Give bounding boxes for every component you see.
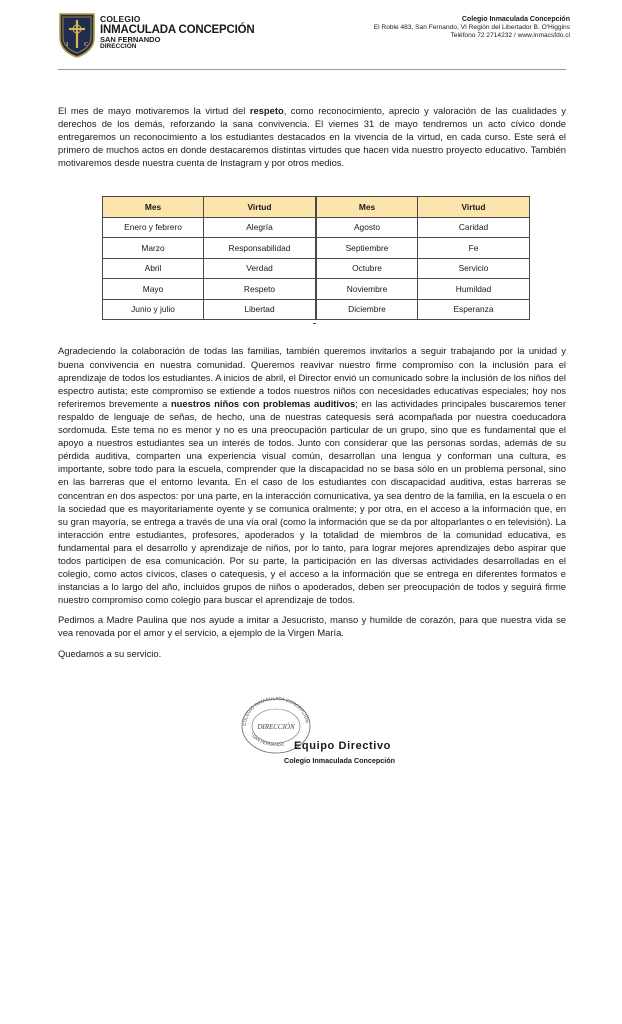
virtues-table-right	[316, 196, 530, 320]
paragraph2-bold: nuestros niños con problemas auditivos	[170, 397, 356, 409]
contact-address: El Roble 483, San Fernando, VI Región del Libertador B. O'Higgins	[373, 24, 570, 32]
table-row	[317, 258, 530, 279]
table-row	[317, 299, 530, 320]
cell-virtud: Esperanza	[418, 299, 530, 320]
header-mes: Mes	[103, 197, 204, 218]
contact-phone-web: Teléfono 72 2714232 / www.inmacsfdo.cl	[450, 32, 570, 40]
cell-mes: Octubre	[317, 258, 418, 279]
letter-body	[58, 104, 566, 660]
table-header-row	[317, 197, 530, 218]
header-virtud: Virtud	[204, 197, 316, 218]
header-virtud: Virtud	[418, 197, 530, 218]
signature-subtitle: Colegio Inmaculada Concepción	[284, 756, 396, 765]
table-row	[103, 299, 316, 320]
paragraph-inclusion	[58, 344, 566, 606]
cell-virtud: Verdad	[204, 258, 316, 279]
header-mes: Mes	[317, 197, 418, 218]
cell-virtud: Servicio	[418, 258, 530, 279]
cell-mes: Mayo	[103, 279, 204, 300]
table-row	[103, 279, 316, 300]
virtues-table-block	[58, 196, 566, 324]
table-row	[103, 258, 316, 279]
stamp-center-text: DIRECCIÓN	[257, 723, 295, 731]
paragraph1-text-b: , como reconocimiento, aprecio y valoración de las cualidades y derechos de los demás, reforzando la sana convivencia. El viernes 31 de mayo tendremos un acto cívico donde entregaremos un reconocimiento a los estudiantes destacados en la vivencia de la virtud, en cada curso. Este será el primero de muchos actos en donde destacaremos distintas virtudes que hacen vida nuestro proyecto educativo. También motivaremos desde nuestra cuenta de Instagram y por otros medios.	[58, 105, 566, 169]
cell-mes: Abril	[103, 258, 204, 279]
table-row	[317, 279, 530, 300]
cell-virtud: Caridad	[418, 217, 530, 238]
cell-virtud: Libertad	[204, 299, 316, 320]
cell-virtud: Alegría	[204, 217, 316, 238]
school-department: DIRECCIÓN	[100, 42, 137, 50]
school-name-line2: INMACULADA CONCEPCIÓN	[100, 23, 255, 36]
paragraph-respeto	[58, 104, 566, 169]
cell-mes: Agosto	[317, 217, 418, 238]
svg-text:C: C	[84, 42, 89, 48]
cell-virtud: Fe	[418, 238, 530, 259]
contact-name: Colegio Inmaculada Concepción	[461, 16, 570, 23]
paragraph1-bold: respeto	[249, 105, 284, 116]
signature-title: Equipo Directivo	[294, 740, 391, 752]
cell-virtud: Responsabilidad	[204, 238, 316, 259]
school-city: SAN FERNANDO	[100, 34, 161, 44]
contact-block	[374, 16, 570, 40]
school-name-line1: COLEGIO	[100, 14, 141, 24]
cell-mes: Diciembre	[317, 299, 418, 320]
paragraph2-text-b: ; en las actividades principales buscaremos tener respaldo de lenguaje de señas, de hecho, una de nuestras catequesis será acompañada por nuestra coeducadora sordomuda. Este tema no es menor y no es una preocupación particular de un grupo, sino que es fundamental que el apoyo a nuestros estudiantes sea un interés de todos. Junto con considerar que las personas sordas, además de su pérdida auditiva, comparten una experiencia visual común, desarrollan una lengua y conforman una cultura, es importante, sobre todo para la escuela, comprender que la discapacidad no se basa sólo en un problema personal, sino en las barreras que el entorno levanta. En el caso de los estudiantes con discapacidad auditiva, estas barreras se concentran en dos aspectos: por una parte, en la interacción comunicativa, ya sea dentro de la familia, en la escuela o en la sociedad que es mayoritariamente oyente y se comunica oralmente; y por otra, en el acceso a la información que, en su gran mayoría, se entrega a través de una vía oral (como la información que se da por altoparlantes o en televisión). La interacción entre estudiantes, profesores, apoderados y la totalidad de miembros de la comunidad educativa, es fundamental para el desarrollo y aprendizaje de niños, por lo tanto, para lograr mejores aprendizajes debo aspirar que todos participen de esa comunicación. Por su parte, la participación en las diversas actividades desarrolladas en el colegio, como actos cívicos, clases o catequesis, y el acceso a la información que se entrega en diferentes formatos e instancias a lo largo del año, incluidos grupos de niños o apoderados, deben ser preocupación de todos y seguirá firme nuestro compromiso como colegio para buscar el aprendizaje de todos.	[58, 397, 566, 606]
virtues-table-left	[102, 196, 316, 320]
svg-text:COLEGIO INMACULADA CONCEPCIÓN	[242, 696, 310, 726]
cell-virtud: Respeto	[204, 279, 316, 300]
table-row	[103, 238, 316, 259]
table-row	[103, 217, 316, 238]
paragraph-prayer: Pedimos a Madre Paulina que nos ayude a imitar a Jesucristo, manso y humilde de corazón, para que nuestra vida se vea renovada por el amor y el servicio, a ejemplo de la Virgen María.	[58, 614, 566, 639]
school-crest-icon	[58, 12, 96, 58]
school-name-block	[100, 15, 254, 51]
paragraph1-text-a: El mes de mayo motivaremos la virtud del	[58, 105, 250, 116]
cell-virtud: Humildad	[418, 279, 530, 300]
table-header-row	[103, 197, 316, 218]
header-divider	[58, 69, 566, 70]
letterhead	[0, 0, 622, 70]
cell-mes: Enero y febrero	[103, 217, 204, 238]
svg-text:I: I	[66, 42, 69, 48]
signature-block	[230, 688, 450, 778]
cell-mes: Marzo	[103, 238, 204, 259]
table-row	[317, 217, 530, 238]
table-row	[317, 238, 530, 259]
paragraph2-text-a: Agradeciendo la colaboración de todas las familias, también queremos invitarlos a seguir trabajando por la unidad y buena convivencia en nuestra comunidad. Queremos reavivar nuestro firme compromiso con la inclusión para el aprendizaje de todos los estudiantes. A inicios de abril, el Director envió un comunicado sobre la inclusión de los niños del espectro autista; este compromiso se extiende a todos nuestros niños con necesidades educativas especiales; hoy nos referiremos brevemente a	[58, 345, 566, 409]
cell-mes: Junio y julio	[103, 299, 204, 320]
svg-text:* SAN FERNANDO	[249, 732, 285, 748]
stamp-bottom-text: * SAN FERNANDO	[249, 731, 285, 748]
cell-mes: Noviembre	[317, 279, 418, 300]
stamp-top-text: COLEGIO INMACULADA CONCEPCIÓN	[241, 695, 310, 727]
cell-mes: Septiembre	[317, 238, 418, 259]
paragraph-closing: Quedamos a su servicio.	[58, 647, 162, 659]
